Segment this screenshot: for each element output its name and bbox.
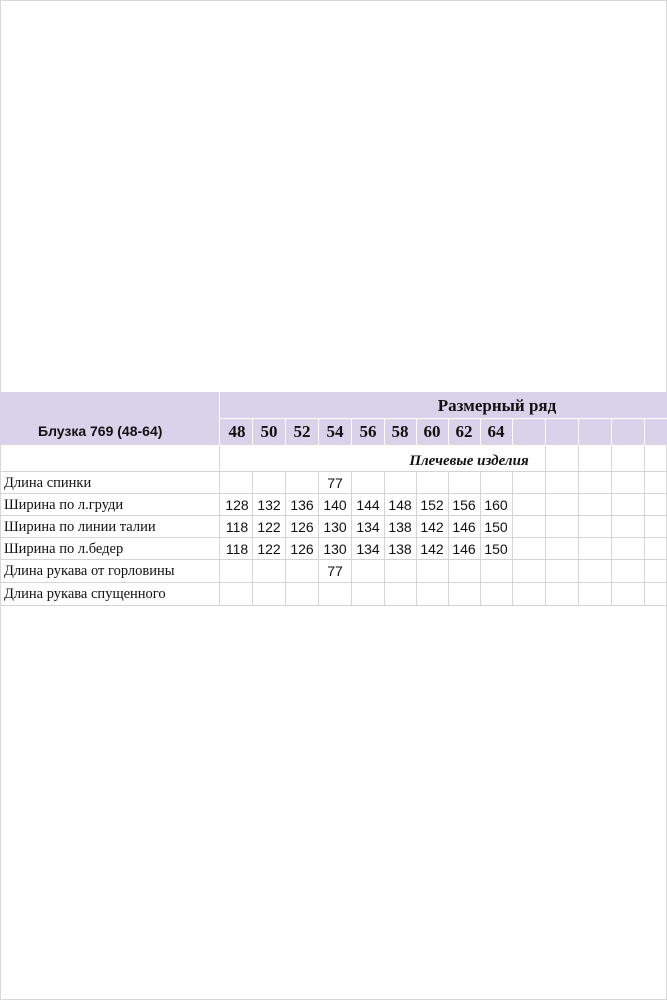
grid-line xyxy=(219,418,667,419)
row-label: Длина рукава от горловины xyxy=(4,563,175,579)
size-header-cell: 54 xyxy=(326,422,344,441)
grid-line xyxy=(644,418,645,445)
grid-line xyxy=(285,418,286,445)
grid-line xyxy=(578,418,579,445)
product-title: Блузка 769 (48-64) xyxy=(38,423,163,439)
row-label: Ширина по л.бедер xyxy=(4,541,124,557)
grid-line xyxy=(512,418,513,445)
row-label: Ширина по л.груди xyxy=(4,497,124,513)
table-cell: 146 xyxy=(452,541,476,557)
table-cell: 118 xyxy=(225,519,249,535)
grid-line xyxy=(611,418,612,445)
grid-line xyxy=(512,471,513,605)
grid-line xyxy=(351,418,352,445)
table-cell: 134 xyxy=(356,519,380,535)
grid-line xyxy=(644,471,645,605)
table-cell: 150 xyxy=(484,541,508,557)
size-header-cell: 56 xyxy=(359,422,377,441)
table-cell: 130 xyxy=(323,519,347,535)
grid-line xyxy=(448,418,449,445)
table-cell: 160 xyxy=(484,497,508,513)
table-cell: 77 xyxy=(327,563,343,579)
grid-line xyxy=(252,418,253,445)
row-label: Длина рукава спущенного xyxy=(4,586,166,602)
size-range-label: Размерный ряд xyxy=(437,396,557,415)
table-cell: 122 xyxy=(257,519,281,535)
section-label: Плечевые изделия xyxy=(409,453,529,469)
table-cell: 128 xyxy=(225,497,249,513)
table-cell: 122 xyxy=(257,541,281,557)
table-cell: 140 xyxy=(323,497,347,513)
table-cell: 146 xyxy=(452,519,476,535)
grid-line xyxy=(416,418,417,445)
table-cell: 130 xyxy=(323,541,347,557)
grid-line xyxy=(578,471,579,605)
table-cell: 156 xyxy=(452,497,476,513)
size-header-cell: 52 xyxy=(293,422,311,441)
grid-line xyxy=(545,446,546,472)
table-cell: 138 xyxy=(388,519,412,535)
row-label: Длина спинки xyxy=(4,475,92,491)
table-cell: 152 xyxy=(420,497,444,513)
grid-line xyxy=(578,446,579,472)
grid-line xyxy=(611,471,612,605)
size-header-cell: 48 xyxy=(228,422,246,441)
grid-line xyxy=(545,471,546,605)
grid-line xyxy=(611,446,612,472)
table-cell: 150 xyxy=(484,519,508,535)
grid-line xyxy=(644,446,645,472)
size-header-cell: 62 xyxy=(455,422,473,441)
table-cell: 126 xyxy=(290,519,314,535)
table-cell: 136 xyxy=(290,497,314,513)
size-header-cell: 50 xyxy=(260,422,278,441)
table-cell: 144 xyxy=(356,497,380,513)
table-cell: 142 xyxy=(420,519,444,535)
size-header-cell: 64 xyxy=(487,422,505,441)
grid-line xyxy=(480,418,481,445)
size-header-cell: 58 xyxy=(391,422,409,441)
grid-line xyxy=(219,471,220,605)
row-label: Ширина по линии талии xyxy=(4,519,156,535)
grid-line xyxy=(219,446,220,472)
table-cell: 134 xyxy=(356,541,380,557)
size-header-cell: 60 xyxy=(423,422,441,441)
table-cell: 118 xyxy=(225,541,249,557)
grid-line xyxy=(384,418,385,445)
table-cell: 142 xyxy=(420,541,444,557)
grid-line xyxy=(0,605,667,606)
table-cell: 126 xyxy=(290,541,314,557)
table-cell: 132 xyxy=(257,497,281,513)
table-cell: 77 xyxy=(327,475,343,491)
table-cell: 148 xyxy=(388,497,412,513)
grid-line xyxy=(318,418,319,445)
table-cell: 138 xyxy=(388,541,412,557)
grid-line xyxy=(545,418,546,445)
